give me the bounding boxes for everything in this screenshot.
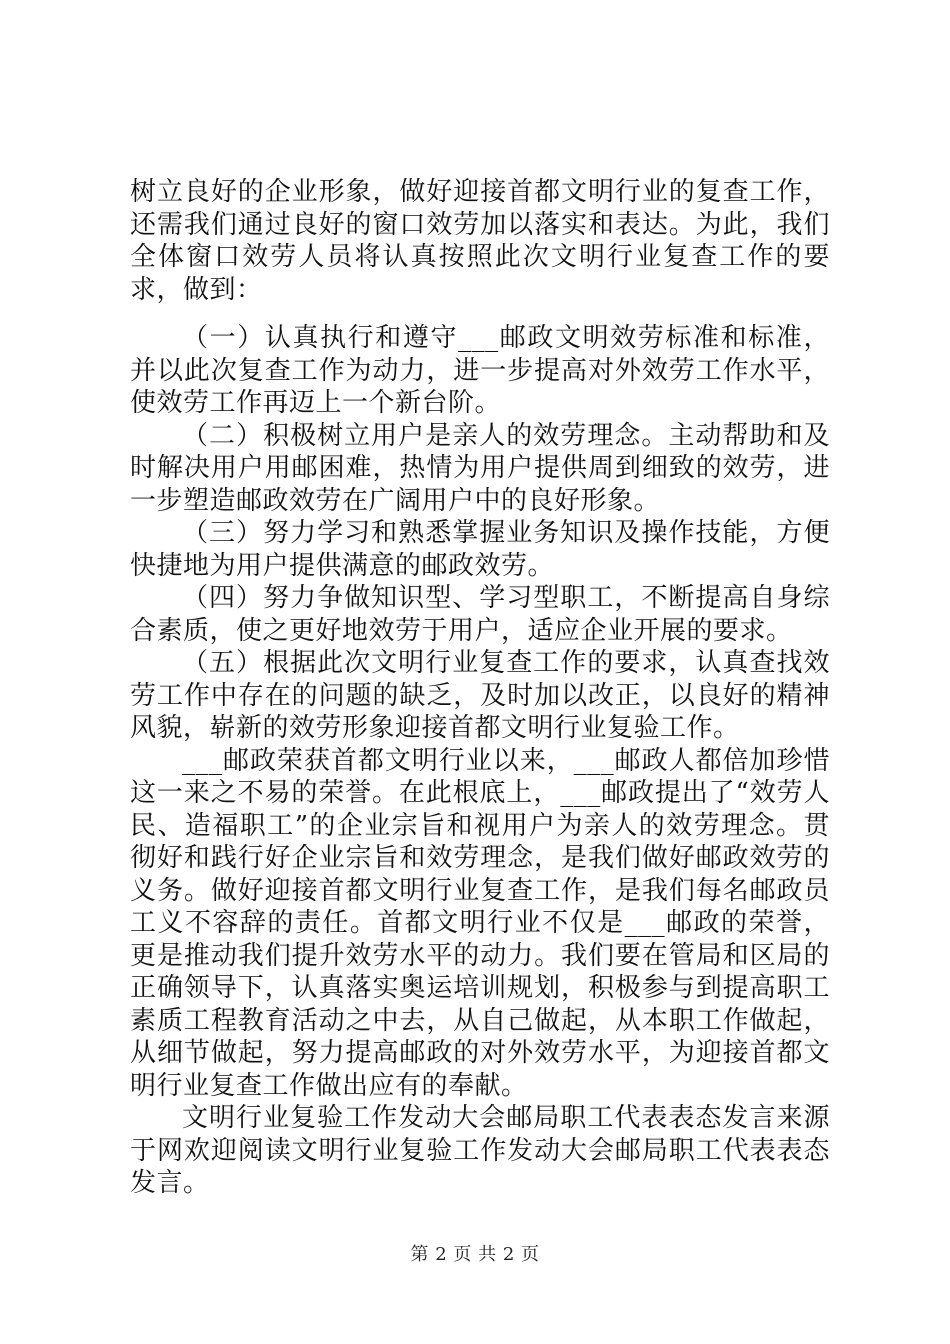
item-3-paragraph: （三）努力学习和熟悉掌握业务知识及操作技能，方便快捷地为用户提供满意的邮政效劳。 [130, 518, 830, 581]
item-2-paragraph: （二）积极树立用户是亲人的效劳理念。主动帮助和及时解决用户用邮困难，热情为用户提供周到细致的效劳，进一步塑造邮政效劳在广阔用户中的良好形象。 [130, 420, 830, 516]
item-5-paragraph: （五）根据此次文明行业复查工作的要求，认真查找效劳工作中存在的问题的缺乏，及时加以改正，以良好的精神风貌，崭新的效劳形象迎接首都文明行业复验工作。 [130, 648, 830, 743]
intro-paragraph: 树立良好的企业形象，做好迎接首都文明行业的复查工作，还需我们通过良好的窗口效劳加以落实和表达。为此，我们全体窗口效劳人员将认真按照此次文明行业复查工作的要求，做到： [130, 177, 830, 305]
item-4-paragraph: （四）努力争做知识型、学习型职工，不断提高自身综合素质，使之更好地效劳于用户，适应企业开展的要求。 [130, 583, 830, 646]
document-body [130, 176, 830, 1200]
body-paragraph: ___邮政荣获首都文明行业以来，___邮政人都倍加珍惜这一来之不易的荣誉。在此根底上，___邮政提出了“效劳人民、造福职工”的企业宗旨和视用户为亲人的效劳理念。贯彻好和践行好企业宗旨和效劳理念，是我们做好邮政效劳的义务。做好迎接首都文明行业复查工作，是我们每名邮政员工义不容辞的责任。首都文明行业不仅是___邮政的荣誉，更是推动我们提升效劳水平的动力。我们要在管局和区局的正确领导下，认真落实奥运培训规划，积极参与到提高职工素质工程教育活动之中去，从自己做起，从本职工作做起，从细节做起，努力提高邮政的对外效劳水平，为迎接首都文明行业复查工作做出应有的奉献。 [130, 745, 830, 1101]
item-1-paragraph: （一）认真执行和遵守___邮政文明效劳标准和标准，并以此次复查工作为动力，进一步提高对外效劳工作水平，使效劳工作再迈上一个新台阶。 [130, 323, 830, 418]
closing-paragraph: 文明行业复验工作发动大会邮局职工代表表态发言来源于网欢迎阅读文明行业复验工作发动大会邮局职工代表表态发言。 [130, 1103, 830, 1198]
page-number-footer: 第 2 页 共 2 页 [410, 1244, 540, 1265]
